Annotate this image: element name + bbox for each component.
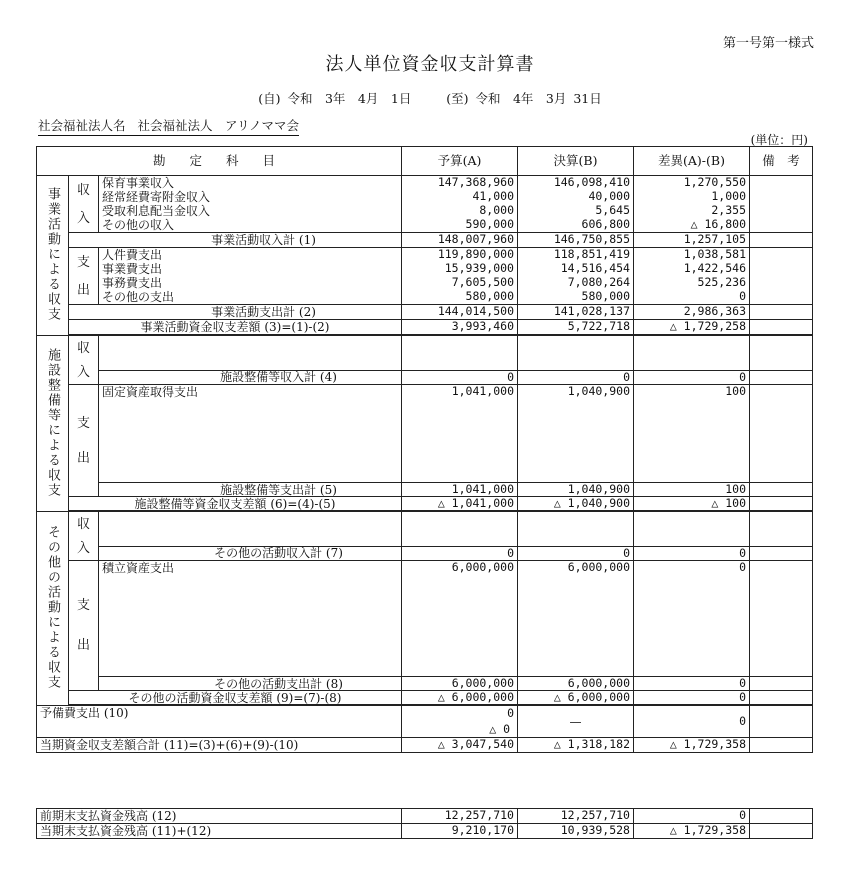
note-cell bbox=[750, 305, 813, 320]
balance-row bbox=[37, 497, 813, 511]
budget-cell: 12,257,710 bbox=[402, 809, 518, 824]
form-number: 第一号第一様式 bbox=[722, 36, 814, 51]
item-name: 施設整備等資金収支差額 (6)=(4)-(5) bbox=[69, 497, 402, 511]
header-row bbox=[37, 147, 813, 176]
item-name: 人件費支出 bbox=[99, 248, 402, 262]
budget-cell: 1,041,000 bbox=[402, 483, 518, 497]
table-row bbox=[37, 276, 813, 290]
section-operating: 事業活動による収支 bbox=[37, 176, 69, 336]
table-row bbox=[37, 336, 813, 371]
note-cell bbox=[750, 824, 813, 839]
reserve-row bbox=[37, 706, 813, 738]
note-cell bbox=[750, 691, 813, 705]
diff-cell: 0 bbox=[634, 691, 750, 705]
actual-cell: 0 bbox=[518, 370, 634, 384]
note-cell bbox=[750, 561, 813, 677]
item-name: 前期末支払資金残高 (12) bbox=[37, 809, 402, 824]
diff-cell: 0 bbox=[634, 370, 750, 384]
reserve-budget-line2: △ 0 bbox=[489, 722, 510, 736]
note-cell bbox=[750, 546, 813, 560]
diff-cell: △ 1,729,258 bbox=[634, 320, 750, 335]
diff-cell: 0 bbox=[634, 809, 750, 824]
actual-cell: 14,516,454 bbox=[518, 262, 634, 276]
diff-cell: △ 16,800 bbox=[634, 218, 750, 232]
header-subject: 勘 定 科 目 bbox=[37, 147, 402, 176]
diff-cell: 0 bbox=[634, 290, 750, 304]
item-name: 事業活動資金収支差額 (3)=(1)-(2) bbox=[69, 320, 402, 335]
budget-cell: 148,007,960 bbox=[402, 233, 518, 248]
budget-cell: △ 1,041,000 bbox=[402, 497, 518, 511]
table-row bbox=[37, 512, 813, 547]
item-name: 事業費支出 bbox=[99, 262, 402, 276]
actual-cell: 580,000 bbox=[518, 290, 634, 304]
note-cell bbox=[750, 218, 813, 232]
note-cell bbox=[750, 262, 813, 276]
diff-cell: 2,355 bbox=[634, 204, 750, 218]
note-cell bbox=[750, 276, 813, 290]
budget-cell: 1,041,000 bbox=[402, 385, 518, 483]
diff-cell: △ 100 bbox=[634, 497, 750, 511]
actual-cell: 606,800 bbox=[518, 218, 634, 232]
diff-cell: 1,257,105 bbox=[634, 233, 750, 248]
actual-cell: 146,098,410 bbox=[518, 176, 634, 190]
diff-cell: △ 1,729,358 bbox=[634, 824, 750, 839]
actual-cell: 5,722,718 bbox=[518, 320, 634, 335]
actual-cell: △ 1,318,182 bbox=[518, 738, 634, 753]
actual-cell: — bbox=[518, 706, 634, 738]
item-name: その他の活動支出計 (8) bbox=[99, 677, 402, 691]
item-name: 積立資産支出 bbox=[99, 561, 402, 677]
item-name: 事業活動収入計 (1) bbox=[69, 233, 402, 248]
diff-cell: 100 bbox=[634, 385, 750, 483]
section-facility: 施設整備等による収支 bbox=[37, 336, 69, 512]
actual-cell bbox=[518, 336, 634, 371]
actual-cell: 141,028,137 bbox=[518, 305, 634, 320]
actual-cell: 40,000 bbox=[518, 190, 634, 204]
item-name: その他の活動資金収支差額 (9)=(7)-(8) bbox=[69, 691, 402, 705]
sub-expense: 支 出 bbox=[69, 385, 99, 497]
budget-cell: 41,000 bbox=[402, 190, 518, 204]
note-cell bbox=[750, 483, 813, 497]
diff-cell: 0 bbox=[634, 546, 750, 560]
table-row bbox=[37, 561, 813, 677]
item-name: その他の支出 bbox=[99, 290, 402, 304]
balance-row bbox=[37, 691, 813, 705]
actual-cell: 0 bbox=[518, 546, 634, 560]
note-cell bbox=[750, 204, 813, 218]
document-title: 法人単位資金収支計算書 bbox=[325, 54, 535, 75]
budget-cell bbox=[402, 336, 518, 371]
note-cell bbox=[750, 290, 813, 304]
header-budget: 予算(A) bbox=[402, 147, 518, 176]
period-from: 令和 3年 4月 1日 bbox=[287, 91, 412, 106]
total-row bbox=[37, 305, 813, 320]
corp-label: 社会福祉法人名 bbox=[38, 118, 126, 133]
diff-cell: 1,422,546 bbox=[634, 262, 750, 276]
table-row bbox=[37, 218, 813, 232]
item-name: その他の活動収入計 (7) bbox=[99, 546, 402, 560]
sub-expense: 支 出 bbox=[69, 248, 99, 305]
table-row bbox=[37, 248, 813, 262]
unit-label: (単位：円) bbox=[750, 133, 808, 147]
sub-income: 収 入 bbox=[69, 336, 99, 385]
sub-income: 収 入 bbox=[69, 512, 99, 561]
note-cell bbox=[750, 512, 813, 547]
budget-cell: 6,000,000 bbox=[402, 561, 518, 677]
actual-cell: 6,000,000 bbox=[518, 677, 634, 691]
item-name: 事業活動支出計 (2) bbox=[69, 305, 402, 320]
note-cell bbox=[750, 233, 813, 248]
diff-cell: 0 bbox=[634, 561, 750, 677]
total-row bbox=[37, 546, 813, 560]
corp-value: 社会福祉法人 アリノママ会 bbox=[137, 118, 300, 133]
actual-cell: 10,939,528 bbox=[518, 824, 634, 839]
total-row bbox=[37, 483, 813, 497]
budget-cell: 9,210,170 bbox=[402, 824, 518, 839]
budget-cell: 0 bbox=[402, 370, 518, 384]
diff-cell: 1,270,550 bbox=[634, 176, 750, 190]
budget-cell bbox=[402, 512, 518, 547]
budget-cell: △ 3,047,540 bbox=[402, 738, 518, 753]
item-name: 予備費支出 (10) bbox=[37, 706, 402, 738]
diff-cell: △ 1,729,358 bbox=[634, 738, 750, 753]
sub-income: 収 入 bbox=[69, 176, 99, 233]
item-name bbox=[99, 512, 402, 547]
note-cell bbox=[750, 497, 813, 511]
actual-cell: 7,080,264 bbox=[518, 276, 634, 290]
curr-balance-row bbox=[37, 824, 813, 839]
fiscal-period bbox=[0, 89, 860, 107]
table-row bbox=[37, 290, 813, 304]
item-name: 受取利息配当金収入 bbox=[99, 204, 402, 218]
item-name: 保育事業収入 bbox=[99, 176, 402, 190]
grand-total-row bbox=[37, 738, 813, 753]
note-cell bbox=[750, 809, 813, 824]
diff-cell: 100 bbox=[634, 483, 750, 497]
header-diff: 差異(A)-(B) bbox=[634, 147, 750, 176]
budget-cell bbox=[402, 706, 518, 738]
diff-cell: 1,000 bbox=[634, 190, 750, 204]
period-to: 令和 4年 3月 31日 bbox=[475, 91, 602, 106]
total-row bbox=[37, 233, 813, 248]
note-cell bbox=[750, 738, 813, 753]
actual-cell: 146,750,855 bbox=[518, 233, 634, 248]
budget-cell: 8,000 bbox=[402, 204, 518, 218]
note-cell bbox=[750, 248, 813, 262]
budget-cell: 580,000 bbox=[402, 290, 518, 304]
diff-cell: 2,986,363 bbox=[634, 305, 750, 320]
budget-cell: 15,939,000 bbox=[402, 262, 518, 276]
budget-cell: 7,605,500 bbox=[402, 276, 518, 290]
cash-flow-table bbox=[36, 146, 813, 753]
budget-cell: 119,890,000 bbox=[402, 248, 518, 262]
diff-cell: 0 bbox=[634, 706, 750, 738]
budget-cell: 0 bbox=[402, 546, 518, 560]
period-to-label: (至) bbox=[446, 91, 469, 106]
actual-cell: 12,257,710 bbox=[518, 809, 634, 824]
note-cell bbox=[750, 706, 813, 738]
corporation-name bbox=[38, 116, 299, 136]
item-name: 当期資金収支差額合計 (11)=(3)+(6)+(9)-(10) bbox=[37, 738, 402, 753]
item-name: 当期末支払資金残高 (11)+(12) bbox=[37, 824, 402, 839]
table-row bbox=[37, 176, 813, 190]
note-cell bbox=[750, 385, 813, 483]
item-name: 固定資産取得支出 bbox=[99, 385, 402, 483]
table-row bbox=[37, 262, 813, 276]
diff-cell bbox=[634, 336, 750, 371]
note-cell bbox=[750, 677, 813, 691]
budget-cell: 6,000,000 bbox=[402, 677, 518, 691]
budget-cell: △ 6,000,000 bbox=[402, 691, 518, 705]
actual-cell bbox=[518, 512, 634, 547]
table-row bbox=[37, 385, 813, 483]
reserve-budget-line1: 0 bbox=[507, 705, 514, 720]
note-cell bbox=[750, 370, 813, 384]
section-other: その他の活動による収支 bbox=[37, 512, 69, 706]
budget-cell: 590,000 bbox=[402, 218, 518, 232]
item-name: 施設整備等収入計 (4) bbox=[99, 370, 402, 384]
actual-cell: △ 6,000,000 bbox=[518, 691, 634, 705]
total-row bbox=[37, 677, 813, 691]
note-cell bbox=[750, 320, 813, 335]
actual-cell: 1,040,900 bbox=[518, 483, 634, 497]
sub-expense: 支 出 bbox=[69, 561, 99, 691]
actual-cell: 1,040,900 bbox=[518, 385, 634, 483]
table-row bbox=[37, 204, 813, 218]
actual-cell: △ 1,040,900 bbox=[518, 497, 634, 511]
prev-balance-row bbox=[37, 809, 813, 824]
diff-cell: 0 bbox=[634, 677, 750, 691]
note-cell bbox=[750, 190, 813, 204]
actual-cell: 5,645 bbox=[518, 204, 634, 218]
table-row bbox=[37, 190, 813, 204]
item-name: 経常経費寄附金収入 bbox=[99, 190, 402, 204]
item-name: 施設整備等支出計 (5) bbox=[99, 483, 402, 497]
header-actual: 決算(B) bbox=[518, 147, 634, 176]
actual-cell: 6,000,000 bbox=[518, 561, 634, 677]
note-cell bbox=[750, 176, 813, 190]
budget-cell: 147,368,960 bbox=[402, 176, 518, 190]
actual-cell: 118,851,419 bbox=[518, 248, 634, 262]
fund-balance-table bbox=[36, 808, 813, 839]
diff-cell: 525,236 bbox=[634, 276, 750, 290]
item-name: その他の収入 bbox=[99, 218, 402, 232]
diff-cell: 1,038,581 bbox=[634, 248, 750, 262]
note-cell bbox=[750, 336, 813, 371]
header-note: 備 考 bbox=[750, 147, 813, 176]
item-name bbox=[99, 336, 402, 371]
period-from-label: (自) bbox=[258, 91, 281, 106]
diff-cell bbox=[634, 512, 750, 547]
budget-cell: 144,014,500 bbox=[402, 305, 518, 320]
budget-cell: 3,993,460 bbox=[402, 320, 518, 335]
balance-row bbox=[37, 320, 813, 335]
total-row bbox=[37, 370, 813, 384]
item-name: 事務費支出 bbox=[99, 276, 402, 290]
